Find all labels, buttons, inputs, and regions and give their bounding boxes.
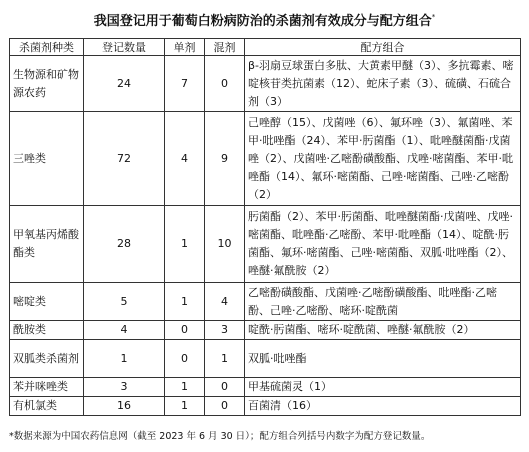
category-cell: 双胍类杀菌剂	[10, 340, 84, 378]
table-row	[10, 397, 521, 416]
category-cell: 甲氧基丙烯酸酯类	[10, 206, 84, 283]
mixed-cell: 0	[205, 56, 245, 112]
count-cell: 3	[84, 378, 165, 397]
single-cell: 1	[165, 206, 205, 283]
single-cell: 1	[165, 378, 205, 397]
formula-cell: β-羽扇豆球蛋白多肽、大黄素甲醚（3）、多抗霉素、嘧啶核苷类抗菌素（12）、蛇床子素（3）、硫磺、石硫合剂（3）	[245, 56, 521, 112]
single-cell: 0	[165, 340, 205, 378]
mixed-cell: 1	[205, 340, 245, 378]
category-cell: 三唑类	[10, 112, 84, 206]
mixed-cell: 3	[205, 321, 245, 340]
mixed-cell: 10	[205, 206, 245, 283]
footnote: *数据来源为中国农药信息网（截至 2023 年 6 月 30 日）；配方组合列括号内数字为配方登记数量。	[9, 431, 431, 442]
table-row	[10, 206, 521, 283]
count-cell: 28	[84, 206, 165, 283]
count-cell: 5	[84, 283, 165, 321]
mixed-cell: 4	[205, 283, 245, 321]
formula-cell: 双胍·吡唑酯	[245, 340, 521, 378]
table-title-text: 我国登记用于葡萄白粉病防治的杀菌剂有效成分与配方组合	[93, 14, 432, 29]
count-cell: 1	[84, 340, 165, 378]
table-row	[10, 283, 521, 321]
table-row	[10, 340, 521, 378]
mixed-cell: 9	[205, 112, 245, 206]
mixed-cell: 0	[205, 378, 245, 397]
column-header-single: 单剂	[165, 39, 205, 56]
table-row	[10, 378, 521, 397]
formula-cell: 肟菌酯（2）、苯甲·肟菌酯、吡唑醚菌酯·戊菌唑、戊唑·嘧菌酯、吡唑酯·乙嘧酚、苯甲·吡唑酯（14）、啶酰·肟菌酯、氟环·嘧菌酯、己唑·嘧菌酯、双胍·吡唑酯（2）、唑醚·氟酰胺（2）	[245, 206, 521, 283]
table-row	[10, 321, 521, 340]
single-cell: 0	[165, 321, 205, 340]
category-cell: 有机氯类	[10, 397, 84, 416]
title-footnote-mark: *	[431, 13, 436, 21]
column-header-mixed: 混剂	[205, 39, 245, 56]
header-row	[10, 39, 521, 56]
count-cell: 72	[84, 112, 165, 206]
formula-cell: 啶酰·肟菌酯、嘧环·啶酰菌、唑醚·氟酰胺（2）	[245, 321, 521, 340]
count-cell: 16	[84, 397, 165, 416]
mixed-cell: 0	[205, 397, 245, 416]
single-cell: 4	[165, 112, 205, 206]
table-row	[10, 56, 521, 112]
category-cell: 嘧啶类	[10, 283, 84, 321]
category-cell: 生物源和矿物源农药	[10, 56, 84, 112]
category-cell: 苯并咪唑类	[10, 378, 84, 397]
formula-cell: 甲基硫菌灵（1）	[245, 378, 521, 397]
category-cell: 酰胺类	[10, 321, 84, 340]
table-row	[10, 112, 521, 206]
table-title	[0, 9, 529, 30]
fungicide-table	[9, 38, 521, 416]
column-header-formula: 配方组合	[245, 39, 521, 56]
column-header-category: 杀菌剂种类	[10, 39, 84, 56]
formula-cell: 百菌清（16）	[245, 397, 521, 416]
single-cell: 7	[165, 56, 205, 112]
count-cell: 4	[84, 321, 165, 340]
single-cell: 1	[165, 397, 205, 416]
count-cell: 24	[84, 56, 165, 112]
column-header-count: 登记数量	[84, 39, 165, 56]
formula-cell: 己唑醇（15）、戊菌唑（6）、氟环唑（3）、氟菌唑、苯甲·吡唑酯（24）、苯甲·肟菌酯（1）、吡唑醚菌酯·戊菌唑（2）、戊菌唑·乙嘧酚磺酸酯、戊唑·嘧菌酯、苯甲·吡唑酯（14）、氟环·嘧菌酯、己唑·嘧菌酯、己唑·乙嘧酚（2）	[245, 112, 521, 206]
single-cell: 1	[165, 283, 205, 321]
formula-cell: 乙嘧酚磺酸酯、戊菌唑·乙嘧酚磺酸酯、吡唑酯·乙嘧酚、己唑·乙嘧酚、嘧环·啶酰菌	[245, 283, 521, 321]
